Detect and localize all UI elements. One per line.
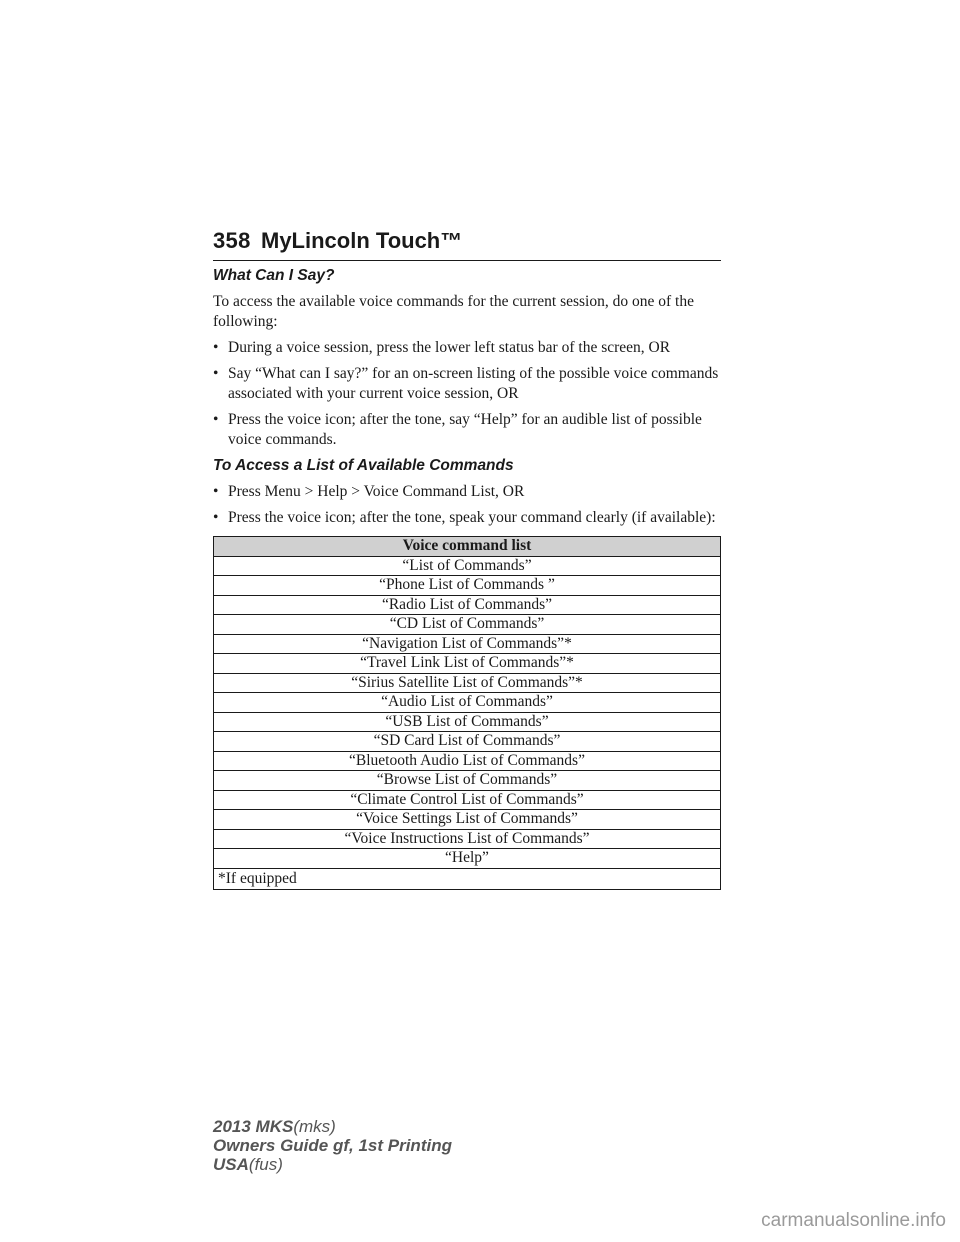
table-row bbox=[214, 556, 721, 576]
bullet-icon: • bbox=[213, 339, 219, 356]
table-row bbox=[214, 732, 721, 752]
table-row bbox=[214, 693, 721, 713]
list-item-text: Press Menu > Help > Voice Command List, OR bbox=[228, 483, 525, 500]
list-item bbox=[213, 410, 721, 450]
footer-line-guide: Owners Guide gf, 1st Printing bbox=[213, 1136, 452, 1155]
bullet-icon: • bbox=[213, 483, 219, 500]
section-heading-what-can-i-say: What Can I Say? bbox=[213, 267, 335, 284]
table-cell: “Voice Settings List of Commands” bbox=[214, 810, 721, 830]
table-cell: “Travel Link List of Commands”* bbox=[214, 654, 721, 674]
list-item-text: Press the voice icon; after the tone, say “Help” for an audible list of possible voice commands. bbox=[228, 411, 702, 448]
table-row bbox=[214, 576, 721, 596]
table-header-cell: Voice command list bbox=[214, 537, 721, 557]
table-cell: “SD Card List of Commands” bbox=[214, 732, 721, 752]
table-cell: “Radio List of Commands” bbox=[214, 595, 721, 615]
section-heading-access-list: To Access a List of Available Commands bbox=[213, 457, 514, 474]
footer-model: 2013 MKS bbox=[213, 1117, 294, 1136]
bullet-icon: • bbox=[213, 509, 219, 526]
table-cell: “Help” bbox=[214, 849, 721, 869]
bullet-icon: • bbox=[213, 365, 219, 382]
table-cell: “Navigation List of Commands”* bbox=[214, 634, 721, 654]
table-cell: “Voice Instructions List of Commands” bbox=[214, 829, 721, 849]
list-item bbox=[213, 364, 721, 404]
footer-market-code: (fus) bbox=[248, 1155, 283, 1174]
table-cell: “USB List of Commands” bbox=[214, 712, 721, 732]
list-item-text: Press the voice icon; after the tone, speak your command clearly (if available): bbox=[228, 509, 716, 526]
page-content bbox=[213, 266, 721, 890]
list-item-text: Say “What can I say?” for an on-screen listing of the possible voice commands associated with your current voice session, OR bbox=[228, 365, 719, 402]
table-row bbox=[214, 771, 721, 791]
table-cell: “Browse List of Commands” bbox=[214, 771, 721, 791]
bullet-icon: • bbox=[213, 411, 219, 428]
table-row bbox=[214, 751, 721, 771]
table-cell: “Audio List of Commands” bbox=[214, 693, 721, 713]
list-item bbox=[213, 482, 721, 502]
table-row bbox=[214, 654, 721, 674]
table-row bbox=[214, 849, 721, 869]
intro-paragraph: To access the available voice commands for the current session, do one of the following: bbox=[213, 293, 694, 330]
table-row bbox=[214, 673, 721, 693]
table-cell: “Climate Control List of Commands” bbox=[214, 790, 721, 810]
table-header-row bbox=[214, 537, 721, 557]
table-cell: “Sirius Satellite List of Commands”* bbox=[214, 673, 721, 693]
footer-line-model bbox=[213, 1117, 452, 1136]
table-cell: “Bluetooth Audio List of Commands” bbox=[214, 751, 721, 771]
page-title: MyLincoln Touch™ bbox=[261, 228, 463, 253]
table-cell: “List of Commands” bbox=[214, 556, 721, 576]
list-item bbox=[213, 508, 721, 528]
list-item bbox=[213, 338, 721, 358]
table-row bbox=[214, 615, 721, 635]
footer-model-code: (mks) bbox=[293, 1117, 336, 1136]
watermark: carmanualsonline.info bbox=[761, 1210, 946, 1231]
table-row bbox=[214, 810, 721, 830]
table-row bbox=[214, 634, 721, 654]
table-footnote: *If equipped bbox=[214, 868, 721, 889]
list-item-text: During a voice session, press the lower left status bar of the screen, OR bbox=[228, 339, 671, 356]
page-number: 358 bbox=[213, 228, 251, 253]
page-header bbox=[213, 228, 721, 261]
table-cell: “Phone List of Commands ” bbox=[214, 576, 721, 596]
table-row bbox=[214, 790, 721, 810]
table-row bbox=[214, 595, 721, 615]
table-footnote-row bbox=[214, 868, 721, 889]
table-cell: “CD List of Commands” bbox=[214, 615, 721, 635]
footer-line-market bbox=[213, 1155, 452, 1174]
footer-market: USA bbox=[213, 1155, 249, 1174]
print-info-footer bbox=[213, 1117, 452, 1174]
voice-command-table bbox=[213, 536, 721, 890]
table-row bbox=[214, 712, 721, 732]
table-row bbox=[214, 829, 721, 849]
